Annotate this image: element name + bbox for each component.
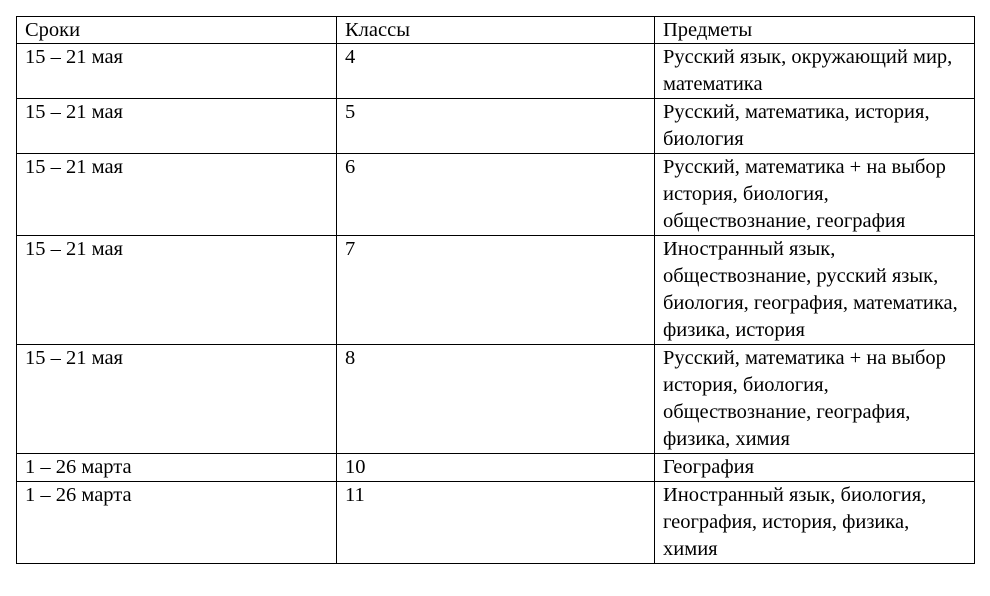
exam-schedule-table (16, 16, 975, 564)
cell-dates: 15 – 21 мая (17, 154, 337, 236)
table-row (17, 345, 975, 454)
table-row (17, 482, 975, 564)
cell-grade: 4 (337, 44, 655, 99)
cell-subjects: Русский, математика + на выбор история, биология, обществознание, география, физика, химия (655, 345, 975, 454)
cell-dates: 15 – 21 мая (17, 99, 337, 154)
table-header-row (17, 17, 975, 44)
cell-dates: 15 – 21 мая (17, 44, 337, 99)
table-row (17, 454, 975, 482)
table-row (17, 236, 975, 345)
cell-subjects: Русский, математика + на выбор история, биология, обществознание, география (655, 154, 975, 236)
header-dates: Сроки (17, 17, 337, 44)
header-subjects: Предметы (655, 17, 975, 44)
cell-grade: 6 (337, 154, 655, 236)
cell-dates: 15 – 21 мая (17, 236, 337, 345)
table-row (17, 154, 975, 236)
header-grades: Классы (337, 17, 655, 44)
cell-subjects: География (655, 454, 975, 482)
cell-grade: 5 (337, 99, 655, 154)
table-row (17, 99, 975, 154)
cell-dates: 15 – 21 мая (17, 345, 337, 454)
cell-dates: 1 – 26 марта (17, 482, 337, 564)
cell-subjects: Иностранный язык, биология, география, история, физика, химия (655, 482, 975, 564)
cell-subjects: Русский язык, окружающий мир, математика (655, 44, 975, 99)
cell-grade: 8 (337, 345, 655, 454)
cell-dates: 1 – 26 марта (17, 454, 337, 482)
table-row (17, 44, 975, 99)
cell-grade: 7 (337, 236, 655, 345)
cell-subjects: Русский, математика, история, биология (655, 99, 975, 154)
cell-grade: 11 (337, 482, 655, 564)
cell-grade: 10 (337, 454, 655, 482)
cell-subjects: Иностранный язык, обществознание, русский язык, биология, география, математика, физика, история (655, 236, 975, 345)
